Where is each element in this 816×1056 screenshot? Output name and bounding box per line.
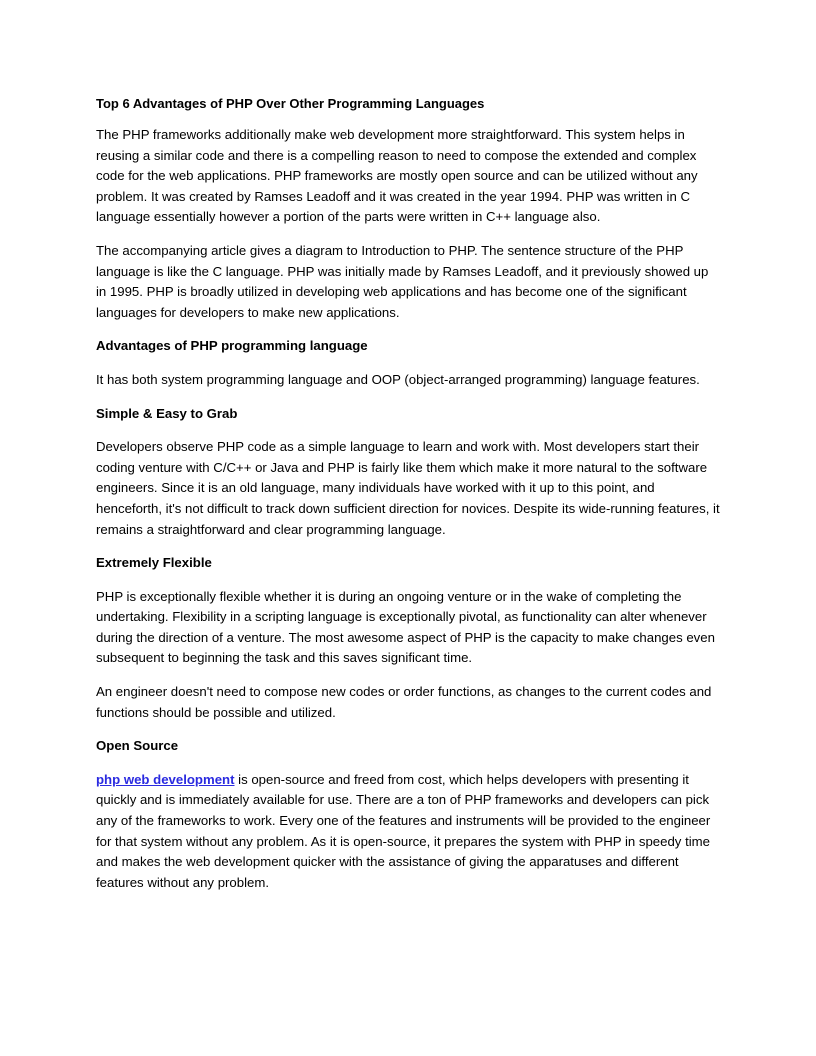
simple-heading: Simple & Easy to Grab xyxy=(96,405,238,421)
intro-paragraph-2: The accompanying article gives a diagram to Introduction to PHP. The sentence structure of the PHP language is like the C language. PHP was initially made by Ramses Leadoff, and it previously showed up in 1995. PHP is broadly utilized in developing web applications and has become one of the significant languages for developers to make new applications. xyxy=(96,242,709,320)
flexible-heading: Extremely Flexible xyxy=(96,555,212,571)
intro-paragraph-1: The PHP frameworks additionally make web development more straightforward. This system helps in reusing a similar code and there is a compelling reason to need to compose the extended and complex code for the web applications. PHP frameworks are mostly open source and can be utilized without any problem. It was created by Ramses Leadoff and it was created in the year 1994. PHP was written in C language essentially however a portion of the parts were written in C++ language also. xyxy=(96,127,698,225)
simple-paragraph: Developers observe PHP code as a simple language to learn and work with. Most developers start their coding venture with C/C++ or Java and PHP is fairly like them which make it more natural to the software engineers. Since it is an old language, many individuals have worked with it up to this point, and henceforth, it's not difficult to track down sufficient direction for novices. Despite its wide-running features, it remains a straightforward and clear programming language. xyxy=(96,439,720,537)
document-page xyxy=(96,94,722,906)
php-web-development-link[interactable]: php web development xyxy=(96,771,235,787)
flexible-paragraph-2: An engineer doesn't need to compose new codes or order functions, as changes to the current codes and functions should be possible and utilized. xyxy=(96,684,712,720)
open-source-paragraph-text: is open-source and freed from cost, which helps developers with presenting it quickly and is immediately available for use. There are a ton of PHP frameworks and developers can pick any of the frameworks to work. Every one of the features and instruments will be provided to the engineer for that system without any problem. As it is open-source, it prepares the system with PHP in speedy time and makes the web development quicker with the assistance of giving the apparatuses and different features without any problem. xyxy=(96,771,711,890)
open-source-heading: Open Source xyxy=(96,738,179,754)
advantages-heading: Advantages of PHP programming language xyxy=(96,338,368,354)
flexible-paragraph-1: PHP is exceptionally flexible whether it is during an ongoing venture or in the wake of completing the undertaking. Flexibility in a scripting language is exceptionally pivotal, as functionality can alter whenever during the direction of a venture. The most awesome aspect of PHP is the capacity to make changes even subsequent to beginning the task and this saves significant time. xyxy=(96,588,715,666)
advantages-paragraph: It has both system programming language and OOP (object-arranged programming) language features. xyxy=(96,371,700,387)
document-title: Top 6 Advantages of PHP Over Other Programming Languages xyxy=(96,96,485,111)
open-source-paragraph xyxy=(96,770,722,894)
